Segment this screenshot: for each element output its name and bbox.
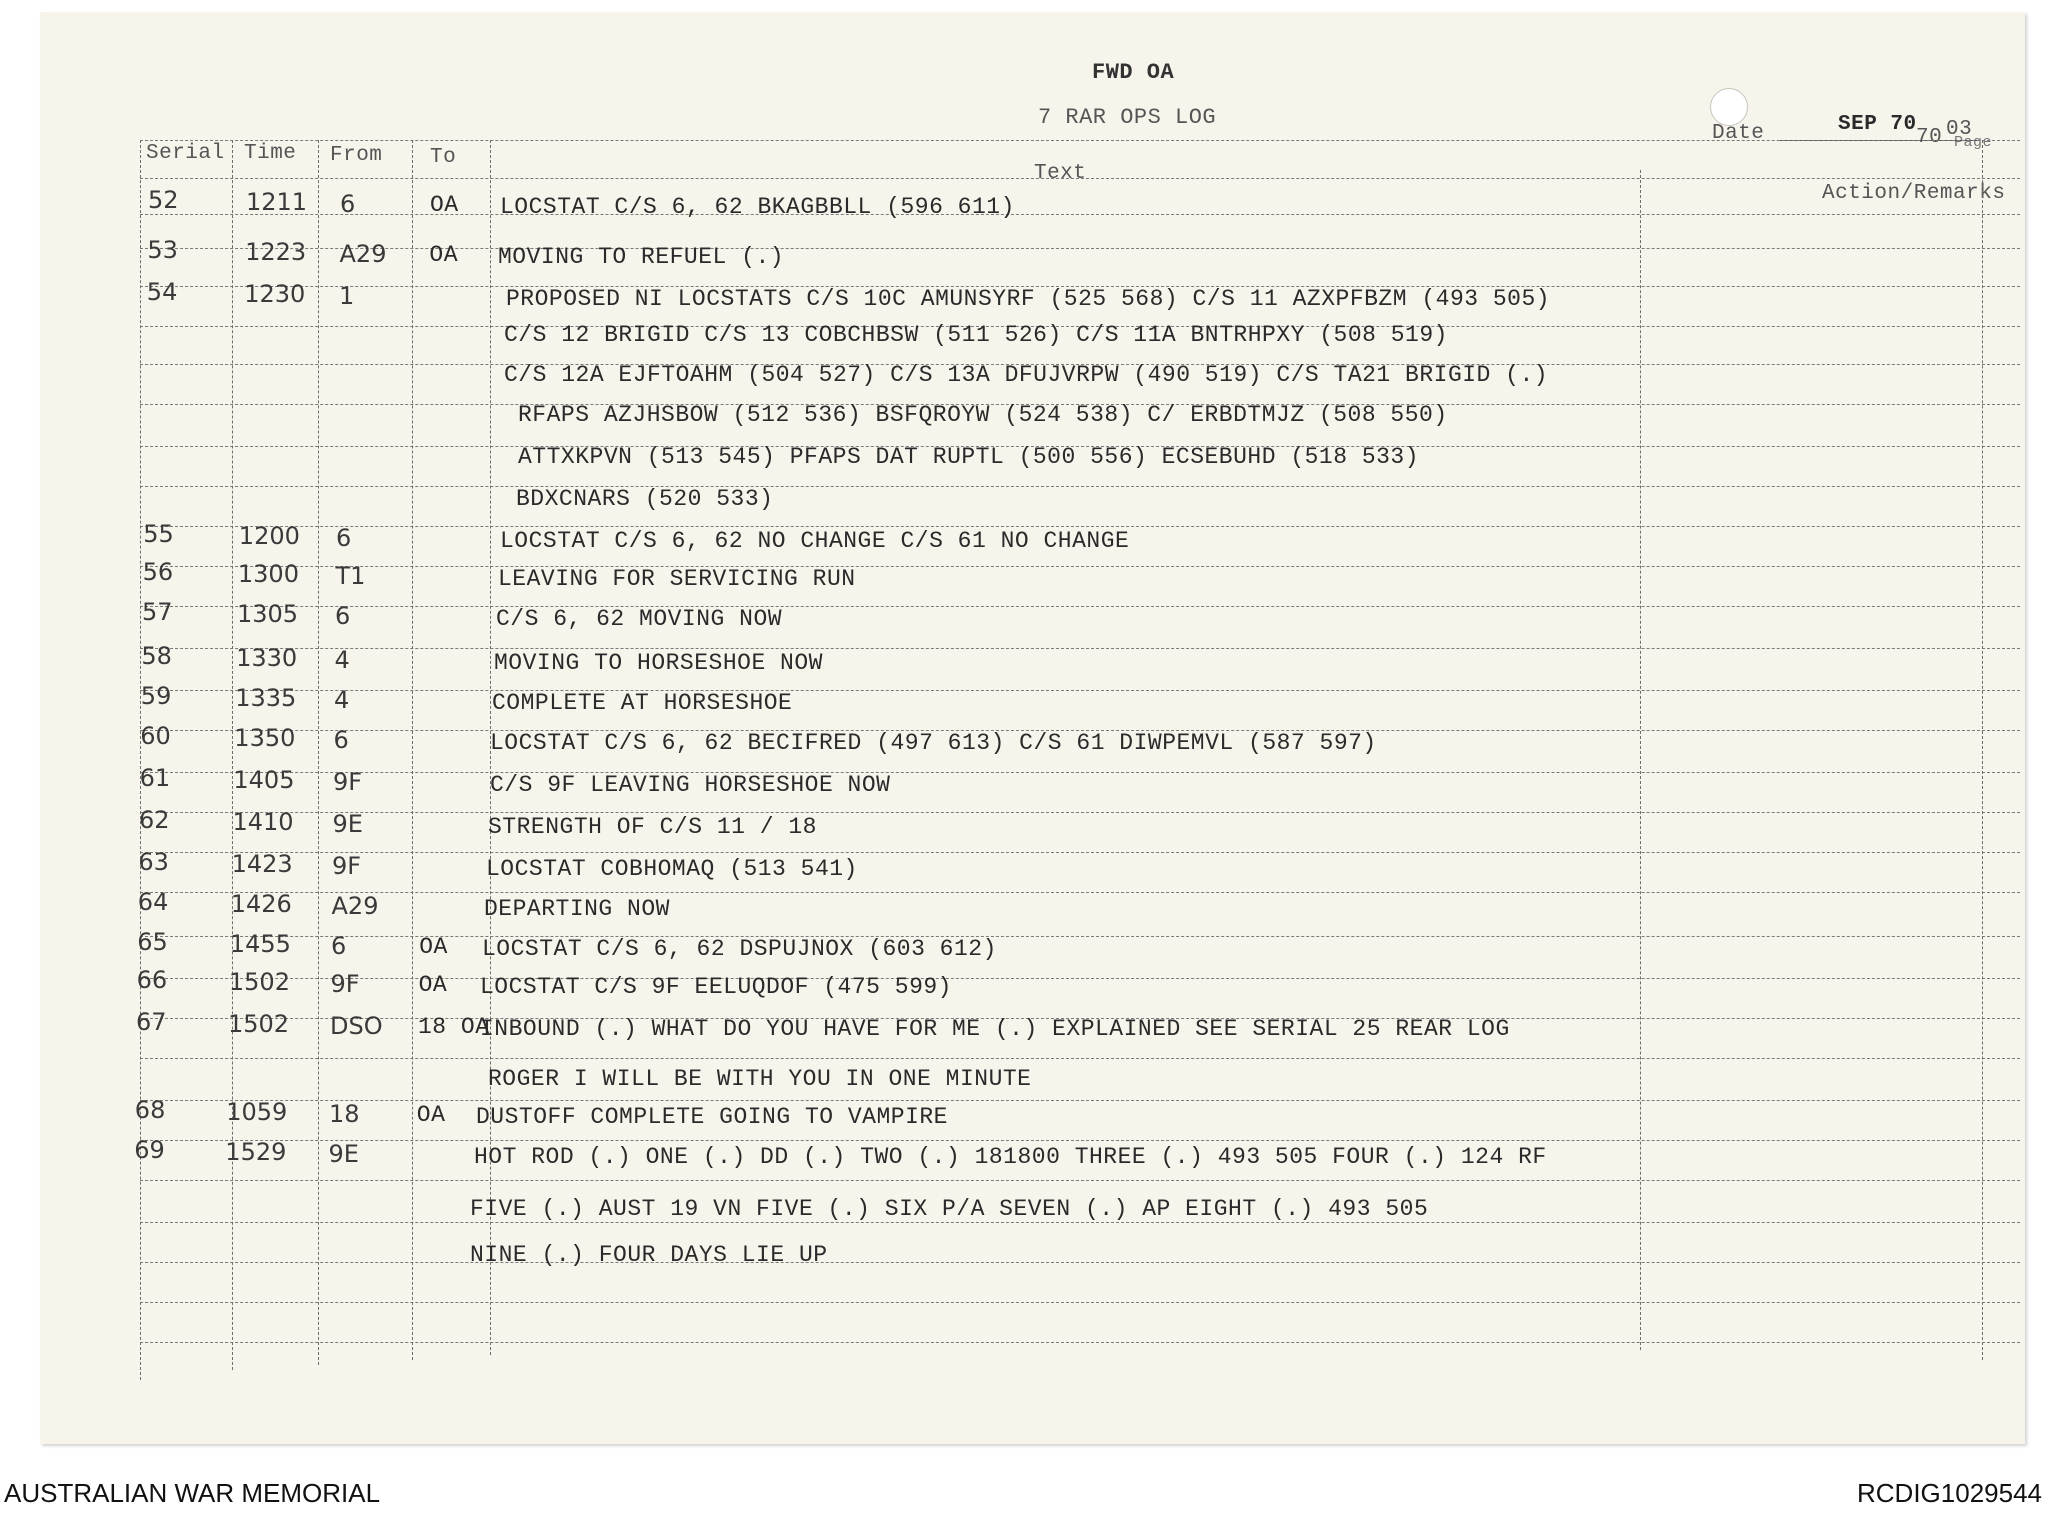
row-rule xyxy=(140,772,2020,773)
time-cell: 1502 xyxy=(228,1010,290,1038)
serial-cell: 59 xyxy=(140,682,172,710)
row-rule xyxy=(140,1100,2020,1101)
serial-cell: 69 xyxy=(134,1136,165,1164)
row-rule xyxy=(140,1140,2020,1141)
text-cell: ATTXKPVN (513 545) PFAPS DAT RUPTL (500 556) ECSEBUHD (518 533) xyxy=(518,444,1420,470)
to-cell: OA xyxy=(419,934,448,960)
text-cell: C/S 12A EJFTOAHM (504 527) C/S 13A DFUJVRPW (490 519) C/S TA21 BRIGID (.) xyxy=(504,362,1549,388)
text-cell: ROGER I WILL BE WITH YOU IN ONE MINUTE xyxy=(488,1066,1032,1092)
row-rule xyxy=(140,566,2020,567)
time-cell: 1230 xyxy=(244,280,306,308)
serial-cell: 55 xyxy=(143,520,174,548)
row-rule xyxy=(140,140,2020,141)
row-rule xyxy=(140,1180,2020,1181)
text-cell: BDXCNARS (520 533) xyxy=(516,486,774,512)
from-cell: 6 xyxy=(336,524,352,552)
text-cell: LOCSTAT C/S 6, 62 DSPUJNOX (603 612) xyxy=(482,936,997,962)
text-cell: C/S 6, 62 MOVING NOW xyxy=(496,606,783,632)
time-cell: 1305 xyxy=(237,600,299,628)
from-cell: 6 xyxy=(340,190,356,218)
row-rule xyxy=(140,1302,2020,1303)
to-cell: OA xyxy=(416,1102,446,1128)
col-to: To xyxy=(430,146,457,169)
to-cell: OA xyxy=(430,192,459,218)
serial-cell: 62 xyxy=(139,806,170,834)
column-rule xyxy=(140,140,141,1380)
text-cell: INBOUND (.) WHAT DO YOU HAVE FOR ME (.) EXPLAINED SEE SERIAL 25 REAR LOG xyxy=(480,1016,1510,1042)
from-cell: 4 xyxy=(334,646,350,674)
text-cell: LOCSTAT COBHOMAQ (513 541) xyxy=(486,856,858,882)
time-cell: 1502 xyxy=(228,968,290,996)
from-cell: 9F xyxy=(332,852,362,880)
time-cell: 1423 xyxy=(231,850,293,878)
serial-cell: 65 xyxy=(137,928,168,956)
footer-record-id: RCDIG1029544 xyxy=(1857,1478,2042,1508)
serial-cell: 63 xyxy=(138,848,169,876)
from-cell: DSO xyxy=(330,1012,383,1040)
row-rule xyxy=(140,648,2020,649)
date-label: Date xyxy=(1712,122,1765,145)
text-cell: LOCSTAT C/S 6, 62 BECIFRED (497 613) C/S 61 DIWPEMVL (587 597) xyxy=(490,730,1377,756)
row-rule xyxy=(140,1262,2020,1263)
serial-cell: 64 xyxy=(137,888,169,916)
text-cell: RFAPS AZJHSBOW (512 536) BSFQROYW (524 538) C/ ERBDTMJZ (508 550) xyxy=(518,402,1448,428)
row-rule xyxy=(140,892,2020,893)
serial-cell: 52 xyxy=(148,186,179,214)
row-rule xyxy=(140,526,2020,527)
from-cell: 6 xyxy=(331,932,347,960)
page-label: Page xyxy=(1954,134,1993,151)
date-value: SEP 70 xyxy=(1838,113,1917,136)
text-cell: MOVING TO REFUEL (.) xyxy=(498,244,785,270)
from-cell: A29 xyxy=(331,892,379,920)
col-action-remarks: Action/Remarks xyxy=(1822,182,2006,205)
row-rule xyxy=(140,178,2020,179)
text-cell: C/S 9F LEAVING HORSESHOE NOW xyxy=(490,772,891,798)
time-cell: 1300 xyxy=(237,560,299,588)
from-cell: 18 xyxy=(329,1100,360,1128)
unit-heading: FWD OA xyxy=(1092,60,1175,85)
text-cell: DUSTOFF COMPLETE GOING TO VAMPIRE xyxy=(476,1104,948,1130)
time-cell: 1211 xyxy=(246,188,308,216)
row-rule xyxy=(140,248,2020,249)
text-cell: HOT ROD (.) ONE (.) DD (.) TWO (.) 181800 THREE (.) 493 505 FOUR (.) 124 RF xyxy=(474,1144,1547,1170)
serial-cell: 68 xyxy=(134,1096,166,1124)
row-rule xyxy=(140,214,2020,215)
punch-hole xyxy=(1710,88,1748,126)
text-cell: LOCSTAT C/S 9F EELUQDOF (475 599) xyxy=(480,974,952,1000)
col-text: Text xyxy=(1034,162,1087,185)
column-rule xyxy=(318,140,319,1365)
row-rule xyxy=(140,852,2020,853)
to-cell: OA xyxy=(429,242,458,268)
time-cell: 1529 xyxy=(225,1138,287,1166)
serial-cell: 57 xyxy=(142,598,173,626)
text-cell: LOCSTAT C/S 6, 62 BKAGBBLL (596 611) xyxy=(500,194,1015,220)
text-cell: DEPARTING NOW xyxy=(484,896,670,922)
row-rule xyxy=(140,812,2020,813)
text-cell: LOCSTAT C/S 6, 62 NO CHANGE C/S 61 NO CHANGE xyxy=(500,528,1130,554)
to-cell: 18 OA xyxy=(418,1014,490,1040)
time-cell: 1223 xyxy=(245,238,307,266)
from-cell: 9F xyxy=(333,768,363,796)
text-cell: PROPOSED NI LOCSTATS C/S 10C AMUNSYRF (525 568) C/S 11 AZXPFBZM (493 505) xyxy=(506,286,1551,312)
row-rule xyxy=(140,690,2020,691)
column-rule xyxy=(412,140,413,1360)
date-extra: 70 xyxy=(1916,126,1943,149)
text-cell: STRENGTH OF C/S 11 / 18 xyxy=(488,814,817,840)
serial-cell: 60 xyxy=(140,722,171,750)
time-cell: 1350 xyxy=(234,724,296,752)
serial-cell: 61 xyxy=(139,764,171,792)
from-cell: T1 xyxy=(335,562,366,590)
column-rule xyxy=(1982,140,1983,1360)
serial-cell: 58 xyxy=(141,642,172,670)
col-time: Time xyxy=(244,142,297,165)
serial-cell: 53 xyxy=(147,236,178,264)
time-cell: 1335 xyxy=(235,684,297,712)
column-rule xyxy=(1640,170,1641,1350)
row-rule xyxy=(140,1058,2020,1059)
text-cell: MOVING TO HORSESHOE NOW xyxy=(494,650,823,676)
serial-cell: 56 xyxy=(142,558,174,586)
serial-cell: 54 xyxy=(146,278,178,306)
text-cell: NINE (.) FOUR DAYS LIE UP xyxy=(470,1242,828,1268)
log-title: 7 RAR OPS LOG xyxy=(1038,105,1217,130)
time-cell: 1426 xyxy=(230,890,292,918)
time-cell: 1455 xyxy=(229,930,291,958)
text-cell: COMPLETE AT HORSESHOE xyxy=(492,690,793,716)
from-cell: 9E xyxy=(332,810,363,838)
col-serial: Serial xyxy=(146,142,225,165)
from-cell: 6 xyxy=(335,602,351,630)
row-rule xyxy=(140,1222,2020,1223)
text-cell: FIVE (.) AUST 19 VN FIVE (.) SIX P/A SEVEN (.) AP EIGHT (.) 493 505 xyxy=(470,1196,1429,1222)
footer-archive-name: AUSTRALIAN WAR MEMORIAL xyxy=(4,1478,381,1508)
row-rule xyxy=(140,1342,2020,1343)
time-cell: 1405 xyxy=(233,766,295,794)
from-cell: 6 xyxy=(333,726,349,754)
to-cell: OA xyxy=(418,972,448,998)
serial-cell: 66 xyxy=(136,966,168,994)
text-cell: LEAVING FOR SERVICING RUN xyxy=(498,566,856,592)
row-rule xyxy=(140,486,2020,487)
from-cell: 1 xyxy=(339,282,355,310)
time-cell: 1330 xyxy=(236,644,298,672)
text-cell: C/S 12 BRIGID C/S 13 COBCHBSW (511 526) C/S 11A BNTRHPXY (508 519) xyxy=(504,322,1448,348)
time-cell: 1410 xyxy=(232,808,294,836)
row-rule xyxy=(140,606,2020,607)
page-number: 03 xyxy=(1946,118,1973,141)
from-cell: A29 xyxy=(339,240,387,268)
from-cell: 9E xyxy=(328,1140,359,1168)
serial-cell: 67 xyxy=(136,1008,167,1036)
time-cell: 1200 xyxy=(238,522,300,550)
time-cell: 1059 xyxy=(226,1098,288,1126)
col-from: From xyxy=(330,144,383,167)
column-rule xyxy=(232,140,233,1370)
from-cell: 9F xyxy=(330,970,360,998)
from-cell: 4 xyxy=(334,686,350,714)
